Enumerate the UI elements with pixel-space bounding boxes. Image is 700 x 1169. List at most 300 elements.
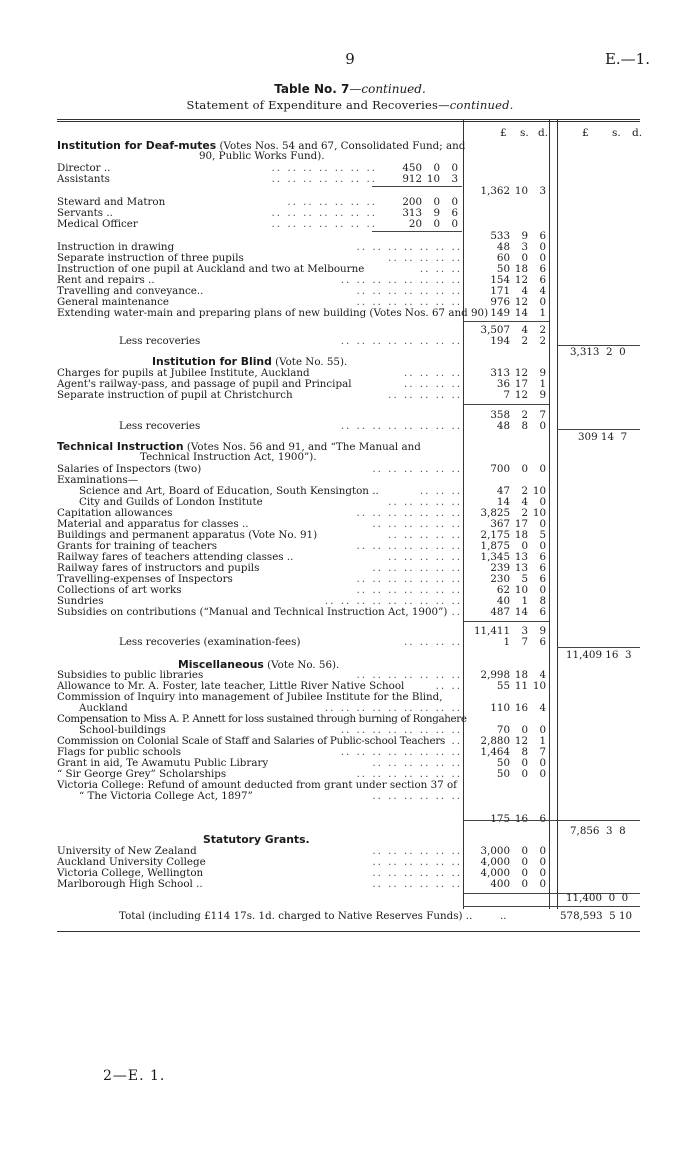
auckland-pupil-label: Instruction of one pupil at Auckland and two at Melbourne xyxy=(57,263,365,275)
annett-label-2: School-buildings xyxy=(79,724,166,736)
deaf-heading: Institution for Deaf-mutes xyxy=(57,139,217,152)
steward-shillings: 0 xyxy=(433,196,440,208)
capitation-label: Capitation allowances xyxy=(57,507,173,519)
technical-less-shillings: 7 xyxy=(521,636,528,648)
railway-instructors-pounds: 239 xyxy=(490,562,510,574)
blind-christchurch-shillings: 12 xyxy=(514,389,528,401)
material-shillings: 17 xyxy=(514,518,528,530)
drawing-pence: 0 xyxy=(539,241,546,253)
col1-pence-head: d. xyxy=(538,127,549,139)
salaries-row: Salaries of Inspectors (two) .. .. .. .. .. .. xyxy=(57,463,462,475)
inquiry-label-2: Auckland xyxy=(79,702,128,714)
medical-pounds: 20 xyxy=(408,218,422,230)
medical-pence: 0 xyxy=(451,218,458,230)
blind-less-row: Less recoveries .. .. .. .. .. .. .. .. xyxy=(57,421,462,432)
blind-christchurch-label: Separate instruction of pupil at Christchurch xyxy=(57,389,293,401)
blind-net-sep xyxy=(557,429,640,430)
guilds-pence: 0 xyxy=(539,496,546,508)
rent-shillings: 12 xyxy=(514,274,528,286)
rent-pounds: 154 xyxy=(490,274,510,286)
science-pence: 10 xyxy=(532,485,546,497)
blind-agent-label: Agent's railway-pass, and passage of pupil and Principal xyxy=(57,378,352,390)
subsidies-shillings: 14 xyxy=(514,606,528,618)
flags-pence: 7 xyxy=(539,746,546,758)
grey-amount xyxy=(460,769,550,780)
misc-staff-subtotal-pence: 6 xyxy=(539,230,546,242)
page-number: 9 xyxy=(345,50,355,68)
blind-total-shillings: 2 xyxy=(521,409,528,421)
watermain-pence: 1 xyxy=(539,307,546,319)
table-top-rule-2 xyxy=(57,121,640,122)
blind-christchurch-row: Separate instruction of pupil at Christchurch .. .. .. .. .. xyxy=(57,389,462,401)
watermain-pounds: 149 xyxy=(490,307,510,319)
blind-agent-pounds: 36 xyxy=(496,378,510,390)
guilds-pounds: 14 xyxy=(496,496,510,508)
grand-total-sep xyxy=(463,906,640,907)
colonial-pounds: 2,880 xyxy=(480,735,510,747)
auckland-pupil-pounds: 50 xyxy=(496,263,510,275)
director-row: Director .. .. .. .. .. .. .. .. xyxy=(57,162,377,174)
blind-agent-row: Agent's railway-pass, and passage of pupil and Principal .. .. .. .. xyxy=(57,378,462,390)
capitation-pounds: 3,825 xyxy=(480,507,510,519)
railway-instructors-shillings: 13 xyxy=(514,562,528,574)
marlborough-row: Marlborough High School .. .. .. .. .. .. .. xyxy=(57,878,462,890)
three-pupils-label: Separate instruction of three pupils xyxy=(57,252,244,264)
director-pounds: 450 xyxy=(402,162,422,174)
grand-total-col1: .. xyxy=(500,910,507,922)
awamutu-pounds: 50 xyxy=(496,757,510,769)
medical-shillings: 0 xyxy=(433,218,440,230)
maintenance-label: General maintenance xyxy=(57,296,169,308)
technical-heading: Technical Instruction xyxy=(57,440,184,453)
colonial-row: Commission on Colonial Scale of Staff and Salaries of Public-school Teachers .. xyxy=(57,735,462,747)
foster-label: Allowance to Mr. A. Foster, late teacher, Little River Native School xyxy=(57,680,405,692)
victoria-refund-shillings: 16 xyxy=(514,813,528,825)
technical-total-pounds: 11,411 xyxy=(473,625,510,637)
grants-pounds: 1,875 xyxy=(480,540,510,552)
subtitle-continued: —continued. xyxy=(438,98,514,112)
railway-classes-row: Railway fares of teachers attending classes .. .. .. .. .. .. xyxy=(57,551,462,563)
technical-less-pounds: 1 xyxy=(503,636,510,648)
buildings-shillings: 18 xyxy=(514,529,528,541)
deaf-total-sep xyxy=(463,321,549,322)
deaf-less-amount xyxy=(460,336,550,347)
grey-row: “ Sir George Grey” Scholarships .. .. .. .. .. .. .. xyxy=(57,768,462,780)
foster-shillings: 11 xyxy=(514,680,528,692)
drawing-row: Instruction in drawing .. .. .. .. .. .. .. xyxy=(57,241,462,253)
blind-total-pounds: 358 xyxy=(490,409,510,421)
annett-pence: 0 xyxy=(539,724,546,736)
blind-less-label: Less recoveries xyxy=(119,420,201,432)
auckland-pupil-row: Instruction of one pupil at Auckland and two at Melbourne .. .. .. xyxy=(57,263,462,275)
victoria-refund-pounds: 175 xyxy=(490,813,510,825)
deaf-net-amount: 3,313 2 0 xyxy=(570,346,626,358)
blind-charges-pounds: 313 xyxy=(490,367,510,379)
table-title xyxy=(0,82,700,96)
statutory-heading: Statutory Grants. xyxy=(203,833,310,846)
blind-net-amount: 309 14 7 xyxy=(578,431,628,443)
auckland-college-shillings: 0 xyxy=(521,856,528,868)
servants-pence: 6 xyxy=(451,207,458,219)
maintenance-row: General maintenance .. .. .. .. .. .. .. xyxy=(57,296,462,308)
table-subtitle xyxy=(0,98,700,112)
technical-votes-1: (Votes Nos. 56 and 91, and “The Manual and xyxy=(186,441,421,453)
exams-label: Examinations— xyxy=(57,474,139,486)
subsidies-amount xyxy=(460,607,550,618)
deaf-less-pence: 2 xyxy=(539,335,546,347)
deaf-votes-2: 90, Public Works Fund). xyxy=(199,150,325,162)
drawing-shillings: 3 xyxy=(521,241,528,253)
capitation-shillings: 2 xyxy=(521,507,528,519)
libraries-label: Subsidies to public libraries xyxy=(57,669,204,681)
col1-shillings-head: s. xyxy=(520,127,529,139)
misc-vote: (Vote No. 56). xyxy=(267,659,340,671)
steward-pence: 0 xyxy=(451,196,458,208)
sundries-row: Sundries .. .. .. .. .. .. .. .. .. xyxy=(57,595,462,607)
auckland-college-label: Auckland University College xyxy=(57,856,206,868)
buildings-row: Buildings and permanent apparatus (Vote No. 91) .. .. .. .. .. xyxy=(57,529,462,541)
nz-university-row: University of New Zealand .. .. .. .. .. .. xyxy=(57,845,462,857)
director-shillings: 0 xyxy=(433,162,440,174)
inquiry-label-1: Commission of Inquiry into management of Jubilee Institute for the Blind, xyxy=(57,691,443,703)
three-pupils-shillings: 0 xyxy=(521,252,528,264)
medical-label: Medical Officer xyxy=(57,218,138,230)
director-pence: 0 xyxy=(451,162,458,174)
servants-label: Servants .. xyxy=(57,207,113,219)
table-title-bold: Table No. 7 xyxy=(274,82,350,96)
inquiry-pence: 4 xyxy=(539,702,546,714)
colonial-label: Commission on Colonial Scale of Staff and Salaries of Public-school Teachers xyxy=(57,735,446,747)
technical-net-sep xyxy=(557,647,640,648)
awamutu-label: Grant in aid, Te Awamutu Public Library xyxy=(57,757,269,769)
table-title-italic: —continued. xyxy=(349,82,426,96)
capitation-pence: 10 xyxy=(532,507,546,519)
victoria-college-pence: 0 xyxy=(539,867,546,879)
maintenance-pounds: 976 xyxy=(490,296,510,308)
salaries-pence: 0 xyxy=(539,463,546,475)
salaries-amount xyxy=(460,464,550,475)
libraries-pounds: 2,998 xyxy=(480,669,510,681)
assistants-amount xyxy=(372,174,462,185)
document-reference: E.—1. xyxy=(604,50,650,68)
technical-less-amount xyxy=(460,637,550,648)
blind-less-pence: 0 xyxy=(539,420,546,432)
flags-pounds: 1,464 xyxy=(480,746,510,758)
victoria-college-label: Victoria College, Wellington xyxy=(57,867,204,879)
collections-pence: 0 xyxy=(539,584,546,596)
material-pounds: 367 xyxy=(490,518,510,530)
libraries-row: Subsidies to public libraries .. .. .. .. .. .. .. xyxy=(57,669,462,681)
nz-university-pence: 0 xyxy=(539,845,546,857)
collections-label: Collections of art works xyxy=(57,584,182,596)
technical-votes-2: Technical Instruction Act, 1900”). xyxy=(140,451,317,463)
collections-shillings: 10 xyxy=(514,584,528,596)
grants-pence: 0 xyxy=(539,540,546,552)
technical-votes-line-2 xyxy=(57,452,462,463)
libraries-pence: 4 xyxy=(539,669,546,681)
col2-pence-head: d. xyxy=(632,127,643,139)
nz-university-label: University of New Zealand xyxy=(57,845,197,857)
inspectors-travel-pence: 6 xyxy=(539,573,546,585)
technical-less-label: Less recoveries (examination-fees) xyxy=(119,636,301,648)
grand-total-row xyxy=(57,910,473,922)
guilds-shillings: 4 xyxy=(521,496,528,508)
foster-amount xyxy=(460,681,550,692)
servants-shillings: 9 xyxy=(433,207,440,219)
staff-subtotal-pence: 3 xyxy=(539,185,546,197)
railway-instructors-pence: 6 xyxy=(539,562,546,574)
col2-pounds-head: £ xyxy=(582,127,589,139)
maintenance-shillings: 12 xyxy=(514,296,528,308)
railway-classes-shillings: 13 xyxy=(514,551,528,563)
grey-label: “ Sir George Grey” Scholarships xyxy=(57,768,227,780)
rent-row: Rent and repairs .. .. .. .. .. .. .. .. .. xyxy=(57,274,462,286)
buildings-pence: 5 xyxy=(539,529,546,541)
three-pupils-pence: 0 xyxy=(539,252,546,264)
misc-staff-subtotal-pounds: 533 xyxy=(490,230,510,242)
page-footer: 2—E. 1. xyxy=(103,1068,166,1084)
guilds-label: City and Guilds of London Institute xyxy=(79,496,263,508)
servants-row: Servants .. .. .. .. .. .. .. .. xyxy=(57,207,377,219)
staff-sep xyxy=(372,186,462,187)
deaf-total-pence: 2 xyxy=(539,324,546,336)
blind-agent-pence: 1 xyxy=(539,378,546,390)
technical-total-shillings: 3 xyxy=(521,625,528,637)
auckland-pupil-pence: 6 xyxy=(539,263,546,275)
grants-shillings: 0 xyxy=(521,540,528,552)
subtitle-main: Statement of Expenditure and Recoveries xyxy=(186,98,439,112)
technical-net-amount: 11,409 16 3 xyxy=(566,649,632,661)
marlborough-label: Marlborough High School .. xyxy=(57,878,203,890)
blind-charges-label: Charges for pupils at Jubilee Institute, Auckland xyxy=(57,367,310,379)
auckland-college-pence: 0 xyxy=(539,856,546,868)
rent-label: Rent and repairs .. xyxy=(57,274,155,286)
inquiry-row-2: Auckland .. .. .. .. .. .. .. .. .. xyxy=(57,703,462,714)
assistants-row: Assistants .. .. .. .. .. .. .. xyxy=(57,173,377,185)
deaf-less-pounds: 194 xyxy=(490,335,510,347)
salaries-pounds: 700 xyxy=(490,463,510,475)
auckland-pupil-shillings: 18 xyxy=(514,263,528,275)
staff-subtotal xyxy=(460,186,550,197)
victoria-refund-pence: 6 xyxy=(539,813,546,825)
deaf-less-shillings: 2 xyxy=(521,335,528,347)
auckland-college-row: Auckland University College .. .. .. .. .. .. xyxy=(57,856,462,868)
assistants-label: Assistants xyxy=(57,173,110,185)
railway-classes-label: Railway fares of teachers attending classes .. xyxy=(57,551,294,563)
travelling-pounds: 171 xyxy=(490,285,510,297)
drawing-label: Instruction in drawing xyxy=(57,241,175,253)
material-row: Material and apparatus for classes .. .. .. .. .. .. .. xyxy=(57,518,462,530)
colonial-pence: 1 xyxy=(539,735,546,747)
sundries-pounds: 40 xyxy=(496,595,510,607)
foster-pence: 10 xyxy=(532,680,546,692)
blind-vote: (Vote No. 55). xyxy=(275,356,348,368)
nz-university-pounds: 3,000 xyxy=(480,845,510,857)
servants-pounds: 313 xyxy=(402,207,422,219)
director-label: Director .. xyxy=(57,162,111,174)
blind-less-pounds: 48 xyxy=(496,420,510,432)
misc-net-amount: 7,856 3 8 xyxy=(570,825,626,837)
table-bottom-rule xyxy=(57,931,640,932)
steward-label: Steward and Matron xyxy=(57,196,166,208)
blind-total-sep xyxy=(463,404,549,405)
libraries-shillings: 18 xyxy=(514,669,528,681)
victoria-college-shillings: 0 xyxy=(521,867,528,879)
staff-subtotal-shillings: 10 xyxy=(514,185,528,197)
medical-row: Medical Officer .. .. .. .. .. .. .. xyxy=(57,218,377,230)
marlborough-pence: 0 xyxy=(539,878,546,890)
deaf-votes-1: (Votes Nos. 54 and 67, Consolidated Fund; and xyxy=(219,140,466,152)
travelling-shillings: 4 xyxy=(521,285,528,297)
deaf-votes-line-2 xyxy=(57,151,462,162)
subsidies-pence: 6 xyxy=(539,606,546,618)
statutory-heading-line xyxy=(203,833,310,846)
auckland-college-pounds: 4,000 xyxy=(480,856,510,868)
blind-agent-shillings: 17 xyxy=(514,378,528,390)
grand-total-label: Total (including £114 17s. 1d. charged to Native Reserves Funds) .. xyxy=(119,910,473,922)
subsidies-pounds: 487 xyxy=(490,606,510,618)
victoria-college-row: Victoria College, Wellington .. .. .. .. .. .. xyxy=(57,867,462,879)
subsidies-label: Subsidies on contributions (“Manual and Technical Instruction Act, 1900”) xyxy=(57,606,448,618)
inquiry-shillings: 16 xyxy=(514,702,528,714)
travelling-pence: 4 xyxy=(539,285,546,297)
railway-classes-pence: 6 xyxy=(539,551,546,563)
inquiry-pounds: 110 xyxy=(490,702,510,714)
buildings-pounds: 2,175 xyxy=(480,529,510,541)
blind-christchurch-pounds: 7 xyxy=(503,389,510,401)
column-rule-3 xyxy=(557,119,558,909)
steward-row: Steward and Matron .. .. .. .. .. .. xyxy=(57,196,377,208)
victoria-college-pounds: 4,000 xyxy=(480,867,510,879)
science-label: Science and Art, Board of Education, South Kensington .. xyxy=(79,485,379,497)
railway-instructors-label: Railway fares of instructors and pupils xyxy=(57,562,260,574)
grants-row: Grants for training of teachers .. .. .. .. .. .. .. xyxy=(57,540,462,552)
marlborough-shillings: 0 xyxy=(521,878,528,890)
blind-heading: Institution for Blind xyxy=(152,355,272,368)
flags-label: Flags for public schools xyxy=(57,746,182,758)
annett-row-2: School-buildings .. .. .. .. .. .. .. .. xyxy=(57,725,462,736)
deaf-total-pounds: 3,507 xyxy=(480,324,510,336)
blind-christchurch-pence: 9 xyxy=(539,389,546,401)
awamutu-pence: 0 xyxy=(539,757,546,769)
technical-less-row: Less recoveries (examination-fees) .. .. .. .. xyxy=(57,637,462,648)
collections-row: Collections of art works .. .. .. .. .. .. .. xyxy=(57,584,462,596)
annett-label-1: Compensation to Miss A. P. Annett for loss sustained through burning of Rongahere xyxy=(57,713,467,725)
blind-less-amount xyxy=(460,421,550,432)
watermain-shillings: 14 xyxy=(514,307,528,319)
misc-staff-subtotal-shillings: 9 xyxy=(521,230,528,242)
foster-pounds: 55 xyxy=(496,680,510,692)
science-shillings: 2 xyxy=(521,485,528,497)
deaf-total-shillings: 4 xyxy=(521,324,528,336)
awamutu-shillings: 0 xyxy=(521,757,528,769)
railway-classes-pounds: 1,345 xyxy=(480,551,510,563)
technical-total-pence: 9 xyxy=(539,625,546,637)
watermain-amount xyxy=(460,308,550,319)
travelling-row: Travelling and conveyance.. .. .. .. .. .. .. .. xyxy=(57,285,462,297)
salaries-shillings: 0 xyxy=(521,463,528,475)
sundries-pence: 8 xyxy=(539,595,546,607)
flags-row: Flags for public schools .. .. .. .. .. .. .. .. xyxy=(57,746,462,758)
collections-pounds: 62 xyxy=(496,584,510,596)
colonial-shillings: 12 xyxy=(514,735,528,747)
sundries-shillings: 1 xyxy=(521,595,528,607)
staff-subtotal-pounds: 1,362 xyxy=(480,185,510,197)
material-label: Material and apparatus for classes .. xyxy=(57,518,249,530)
grey-shillings: 0 xyxy=(521,768,528,780)
marlborough-pounds: 400 xyxy=(490,878,510,890)
blind-charges-row: Charges for pupils at Jubilee Institute, Auckland .. .. .. .. xyxy=(57,367,462,379)
annett-pounds: 70 xyxy=(496,724,510,736)
foster-row: Allowance to Mr. A. Foster, late teacher, Little River Native School .. .. xyxy=(57,680,462,692)
rent-pence: 6 xyxy=(539,274,546,286)
blind-charges-shillings: 12 xyxy=(514,367,528,379)
victoria-refund-label-1: Victoria College: Refund of amount deducted from grant under section 37 of xyxy=(57,779,457,791)
col2-shillings-head: s. xyxy=(612,127,621,139)
technical-total-sep xyxy=(463,621,549,622)
inspectors-travel-shillings: 5 xyxy=(521,573,528,585)
col1-pounds-head: £ xyxy=(500,127,507,139)
technical-less-pence: 6 xyxy=(539,636,546,648)
salaries-label: Salaries of Inspectors (two) xyxy=(57,463,202,475)
subsidies-row: Subsidies on contributions (“Manual and Technical Instruction Act, 1900”) .. xyxy=(57,606,462,618)
misc-net-sep xyxy=(463,820,640,821)
buildings-label: Buildings and permanent apparatus (Vote No. 91) xyxy=(57,529,318,541)
three-pupils-pounds: 60 xyxy=(496,252,510,264)
deaf-less-row: Less recoveries .. .. .. .. .. .. .. .. xyxy=(57,336,462,347)
three-pupils-row: Separate instruction of three pupils .. .. .. .. .. xyxy=(57,252,462,264)
inspectors-travel-row: Travelling-expenses of Inspectors .. .. .. .. .. .. .. xyxy=(57,573,462,585)
material-pence: 0 xyxy=(539,518,546,530)
awamutu-row: Grant in aid, Te Awamutu Public Library .. .. .. .. .. .. xyxy=(57,757,462,769)
grey-pence: 0 xyxy=(539,768,546,780)
grants-label: Grants for training of teachers xyxy=(57,540,218,552)
table-top-rule xyxy=(57,119,640,120)
science-row: Science and Art, Board of Education, South Kensington .. .. .. .. xyxy=(57,486,462,497)
science-pounds: 47 xyxy=(496,485,510,497)
watermain-row xyxy=(57,307,489,319)
marlborough-amount xyxy=(460,879,550,890)
deaf-less-label: Less recoveries xyxy=(119,335,201,347)
blind-total-pence: 7 xyxy=(539,409,546,421)
railway-instructors-row: Railway fares of instructors and pupils .. .. .. .. .. .. xyxy=(57,562,462,574)
travelling-label: Travelling and conveyance.. xyxy=(57,285,204,297)
grand-total-amount: 578,593 5 10 xyxy=(560,910,633,922)
victoria-refund-label-2: “ The Victoria College Act, 1897” xyxy=(79,790,253,802)
assistants-pence: 3 xyxy=(451,173,458,185)
assistants-shillings: 10 xyxy=(426,173,440,185)
assistants-pounds: 912 xyxy=(402,173,422,185)
statutory-net-amount: 11,400 0 0 xyxy=(566,892,629,904)
inspectors-travel-pounds: 230 xyxy=(490,573,510,585)
steward-pounds: 200 xyxy=(402,196,422,208)
inspectors-travel-label: Travelling-expenses of Inspectors xyxy=(57,573,233,585)
capitation-row: Capitation allowances .. .. .. .. .. .. .. xyxy=(57,507,462,519)
sundries-label: Sundries xyxy=(57,595,104,607)
maintenance-pence: 0 xyxy=(539,296,546,308)
grey-pounds: 50 xyxy=(496,768,510,780)
nz-university-shillings: 0 xyxy=(521,845,528,857)
watermain-label: Extending water-main and preparing plans of new building (Votes Nos. 67 and 90) xyxy=(57,307,489,319)
inquiry-amount xyxy=(460,703,550,714)
annett-shillings: 0 xyxy=(521,724,528,736)
victoria-refund-row-2: “ The Victoria College Act, 1897” .. .. .. .. .. .. xyxy=(57,791,462,802)
drawing-pounds: 48 xyxy=(496,241,510,253)
blind-less-shillings: 8 xyxy=(521,420,528,432)
blind-christchurch-amount xyxy=(460,390,550,401)
blind-charges-pence: 9 xyxy=(539,367,546,379)
medical-amount xyxy=(372,219,462,230)
